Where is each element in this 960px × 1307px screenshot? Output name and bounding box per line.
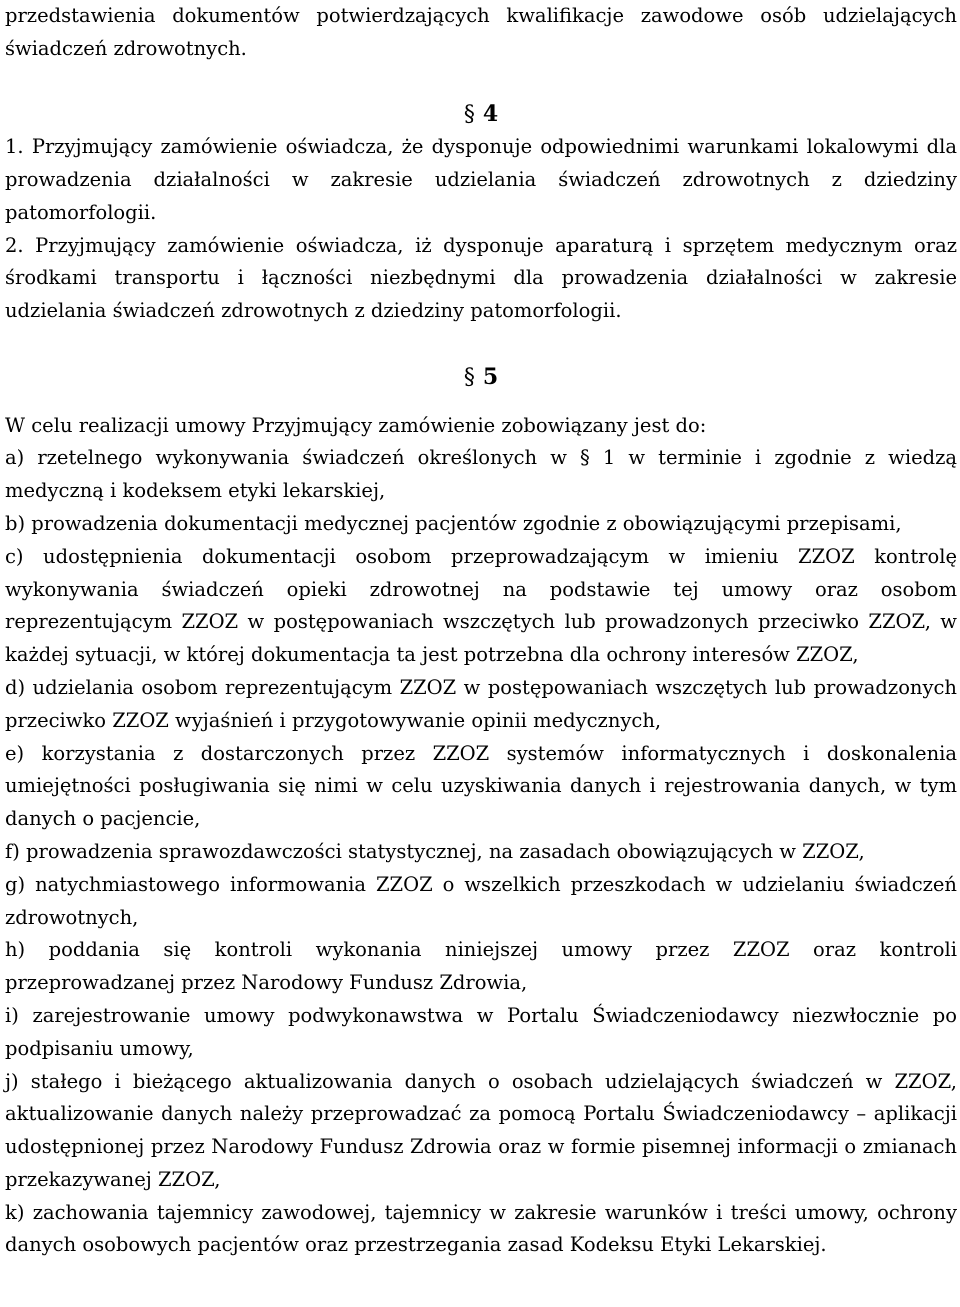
list-item-a: a) rzetelnego wykonywania świadczeń określonych w § 1 w terminie i zgodnie z wiedzą medyczną i kodeksem etyki lekarskiej, <box>5 446 957 503</box>
list-item-g: g) natychmiastowego informowania ZZOZ o wszelkich przeszkodach w udzielaniu świadczeń zdrowotnych, <box>5 872 957 929</box>
list-item-c: c) udostępnienia dokumentacji osobom przeprowadzającym w imieniu ZZOZ kontrolę wykonywania świadczeń opieki zdrowotnej na podstawie tej umowy oraz osobom reprezentującym ZZOZ w postępowaniach wszczętych lub prowadzonych przeciwko ZZOZ, w każdej sytuacji, w której dokumentacja ta jest potrzebna dla ochrony interesów ZZOZ, <box>5 544 957 667</box>
list-item-k: k) zachowania tajemnicy zawodowej, tajemnicy w zakresie warunków i treści umowy, ochrony danych osobowych pacjentów oraz przestrzegania zasad Kodeksu Etyki Lekarskiej. <box>5 1200 957 1257</box>
list-item-e: e) korzystania z dostarczonych przez ZZOZ systemów informatycznych i doskonalenia umiejętności posługiwania się nimi w celu uzyskiwania danych i rejestrowania danych, w tym danych o pacjencie, <box>5 741 957 831</box>
section-sign: § <box>463 102 475 128</box>
list-item-j: j) stałego i bieżącego aktualizowania danych o osobach udzielających świadczeń w ZZOZ, aktualizowanie danych należy przeprowadzać za pomocą Portalu Świadczeniodawcy – aplikacji udostępnionej przez Narodowy Fundusz Zdrowia oraz w formie pisemnej informacji o zmianach przekazywanej ZZOZ, <box>5 1069 957 1191</box>
paragraph-4-1: 1. Przyjmujący zamówienie oświadcza, że dysponuje odpowiednimi warunkami lokalowymi dla prowadzenia działalności w zakresie udzielania świadczeń zdrowotnych z dziedziny patomorfologii. <box>5 135 957 224</box>
paragraph-4-2: 2. Przyjmujący zamówienie oświadcza, iż dysponuje aparaturą i sprzętem medycznym oraz środkami transportu i łączności niezbędnymi dla prowadzenia działalności w zakresie udzielania świadczeń zdrowotnych z dziedziny patomorfologii. <box>5 233 957 323</box>
section-number: 5 <box>482 363 499 390</box>
spacer <box>5 394 957 410</box>
list-item-b: b) prowadzenia dokumentacji medycznej pacjentów zgodnie z obowiązującymi przepisami, <box>5 511 902 535</box>
list-item-h: h) poddania się kontroli wykonania niniejszej umowy przez ZZOZ oraz kontroli przeprowadzanej przez Narodowy Fundusz Zdrowia, <box>5 938 957 995</box>
section-heading-4 <box>5 98 957 131</box>
section-number: 4 <box>482 101 499 128</box>
spacer <box>5 66 957 99</box>
section-sign: § <box>463 364 475 390</box>
document-page <box>5 0 957 1262</box>
list-item-d: d) udzielania osobom reprezentującym ZZOZ w postępowaniach wszczętych lub prowadzonych przeciwko ZZOZ wyjaśnień i przygotowywanie opinii medycznych, <box>5 675 957 732</box>
spacer <box>5 328 957 361</box>
list-item-f: f) prowadzenia sprawozdawczości statystycznej, na zasadach obowiązujących w ZZOZ, <box>5 839 865 863</box>
intro-paragraph: przedstawienia dokumentów potwierdzających kwalifikacje zawodowe osób udzielających świadczeń zdrowotnych. <box>5 4 957 60</box>
section-5-lead: W celu realizacji umowy Przyjmujący zamówienie zobowiązany jest do: <box>5 413 707 437</box>
list-item-i: i) zarejestrowanie umowy podwykonawstwa w Portalu Świadczeniodawcy niezwłocznie po podpisaniu umowy, <box>5 1003 957 1060</box>
section-heading-5 <box>5 361 957 394</box>
